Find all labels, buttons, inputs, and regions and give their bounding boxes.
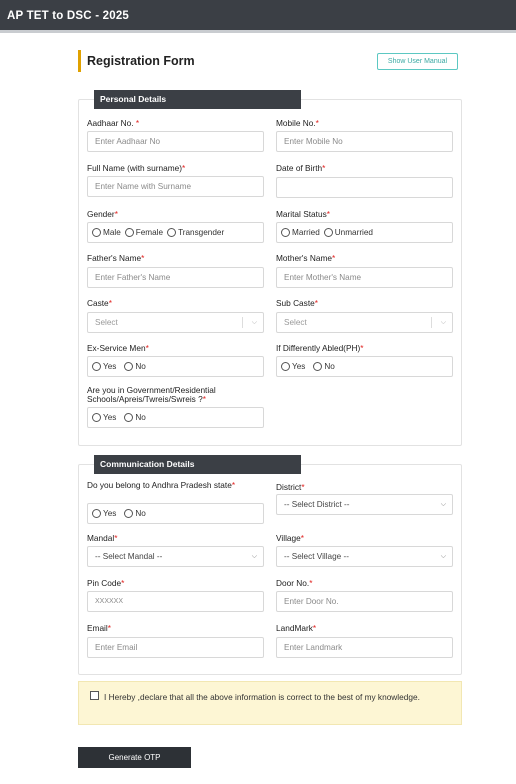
page-title: Registration Form	[87, 54, 195, 68]
show-user-manual-button[interactable]: Show User Manual	[377, 53, 458, 70]
aadhaar-label: Aadhaar No. *	[87, 118, 140, 128]
select-divider	[242, 317, 243, 328]
differently-abled-yes-radio[interactable]: Yes	[281, 362, 305, 371]
dob-label: Date of Birth*	[276, 163, 326, 173]
radio-circle-icon	[124, 413, 133, 422]
village-label: Village*	[276, 533, 304, 543]
radio-circle-icon	[125, 228, 134, 237]
gender-female-radio[interactable]: Female	[125, 228, 163, 237]
email-label: Email*	[87, 623, 111, 633]
andhra-state-label: Do you belong to Andhra Pradesh state*	[87, 480, 236, 490]
radio-circle-icon	[92, 509, 101, 518]
govt-school-radio-group	[87, 407, 264, 428]
andhra-state-radio-group	[87, 503, 264, 524]
mobile-input[interactable]: Enter Mobile No	[276, 131, 453, 152]
differently-abled-radio-group	[276, 356, 453, 377]
radio-circle-icon	[281, 362, 290, 371]
email-input[interactable]: Enter Email	[87, 637, 264, 658]
radio-circle-icon	[124, 509, 133, 518]
father-name-input[interactable]: Enter Father's Name	[87, 267, 264, 288]
marital-status-radio-group	[276, 222, 453, 243]
mother-name-input[interactable]: Enter Mother's Name	[276, 267, 453, 288]
chevron-down-icon: ⌵	[251, 319, 257, 326]
district-label: District*	[276, 482, 305, 492]
communication-details-heading: Communication Details	[94, 455, 301, 474]
caste-select[interactable]: Select ⌵	[87, 312, 264, 333]
declaration-box	[78, 681, 462, 725]
declaration-text: I Hereby ,declare that all the above information is correct to the best of my knowledge.	[104, 692, 420, 702]
pin-code-label: Pin Code*	[87, 578, 125, 588]
village-select[interactable]: -- Select Village -- ⌵	[276, 546, 453, 567]
gender-male-radio[interactable]: Male	[92, 228, 121, 237]
radio-circle-icon	[92, 362, 101, 371]
ex-service-no-radio[interactable]: No	[124, 362, 145, 371]
andhra-state-no-radio[interactable]: No	[124, 509, 145, 518]
marital-status-label: Marital Status*	[276, 209, 330, 219]
full-name-input[interactable]: Enter Name with Surname	[87, 176, 264, 197]
ex-service-yes-radio[interactable]: Yes	[92, 362, 116, 371]
landmark-input[interactable]: Enter Landmark	[276, 637, 453, 658]
radio-circle-icon	[324, 228, 333, 237]
pin-code-input[interactable]: XXXXXX	[87, 591, 264, 612]
govt-school-yes-radio[interactable]: Yes	[92, 413, 116, 422]
select-divider	[431, 317, 432, 328]
landmark-label: LandMark*	[276, 623, 317, 633]
differently-abled-label: If Differently Abled(PH)*	[276, 343, 364, 353]
chevron-down-icon: ⌵	[251, 553, 257, 560]
andhra-state-yes-radio[interactable]: Yes	[92, 509, 116, 518]
marital-unmarried-radio[interactable]: Unmarried	[324, 228, 373, 237]
radio-circle-icon	[92, 413, 101, 422]
ex-service-label: Ex-Service Men*	[87, 343, 149, 353]
radio-circle-icon	[124, 362, 133, 371]
gender-transgender-radio[interactable]: Transgender	[167, 228, 224, 237]
form-title-block	[78, 50, 195, 72]
father-name-label: Father's Name*	[87, 253, 145, 263]
differently-abled-no-radio[interactable]: No	[313, 362, 334, 371]
marital-married-radio[interactable]: Married	[281, 228, 320, 237]
generate-otp-button[interactable]: Generate OTP	[78, 747, 191, 768]
sub-caste-select[interactable]: Select ⌵	[276, 312, 453, 333]
app-title: AP TET to DSC - 2025	[7, 10, 130, 22]
mandal-select[interactable]: -- Select Mandal -- ⌵	[87, 546, 264, 567]
sub-caste-label: Sub Caste*	[276, 298, 318, 308]
chevron-down-icon: ⌵	[440, 501, 446, 508]
gender-label: Gender*	[87, 209, 118, 219]
mobile-label: Mobile No.*	[276, 118, 319, 128]
mother-name-label: Mother's Name*	[276, 253, 336, 263]
chevron-down-icon: ⌵	[440, 319, 446, 326]
radio-circle-icon	[281, 228, 290, 237]
radio-circle-icon	[167, 228, 176, 237]
dob-input[interactable]	[276, 177, 453, 198]
aadhaar-input[interactable]: Enter Aadhaar No	[87, 131, 264, 152]
gender-radio-group	[87, 222, 264, 243]
full-name-label: Full Name (with surname)*	[87, 163, 186, 173]
ex-service-radio-group	[87, 356, 264, 377]
mandal-label: Mandal*	[87, 533, 118, 543]
chevron-down-icon: ⌵	[440, 553, 446, 560]
door-no-input[interactable]: Enter Door No.	[276, 591, 453, 612]
govt-school-label: Are you in Government/Residential Schools/Apreis/Twreis/Swreis ?*	[87, 385, 216, 404]
caste-label: Caste*	[87, 298, 112, 308]
app-header	[0, 0, 516, 33]
radio-circle-icon	[92, 228, 101, 237]
personal-details-heading: Personal Details	[94, 90, 301, 109]
radio-circle-icon	[313, 362, 322, 371]
govt-school-no-radio[interactable]: No	[124, 413, 145, 422]
district-select[interactable]: -- Select District -- ⌵	[276, 494, 453, 515]
door-no-label: Door No.*	[276, 578, 313, 588]
